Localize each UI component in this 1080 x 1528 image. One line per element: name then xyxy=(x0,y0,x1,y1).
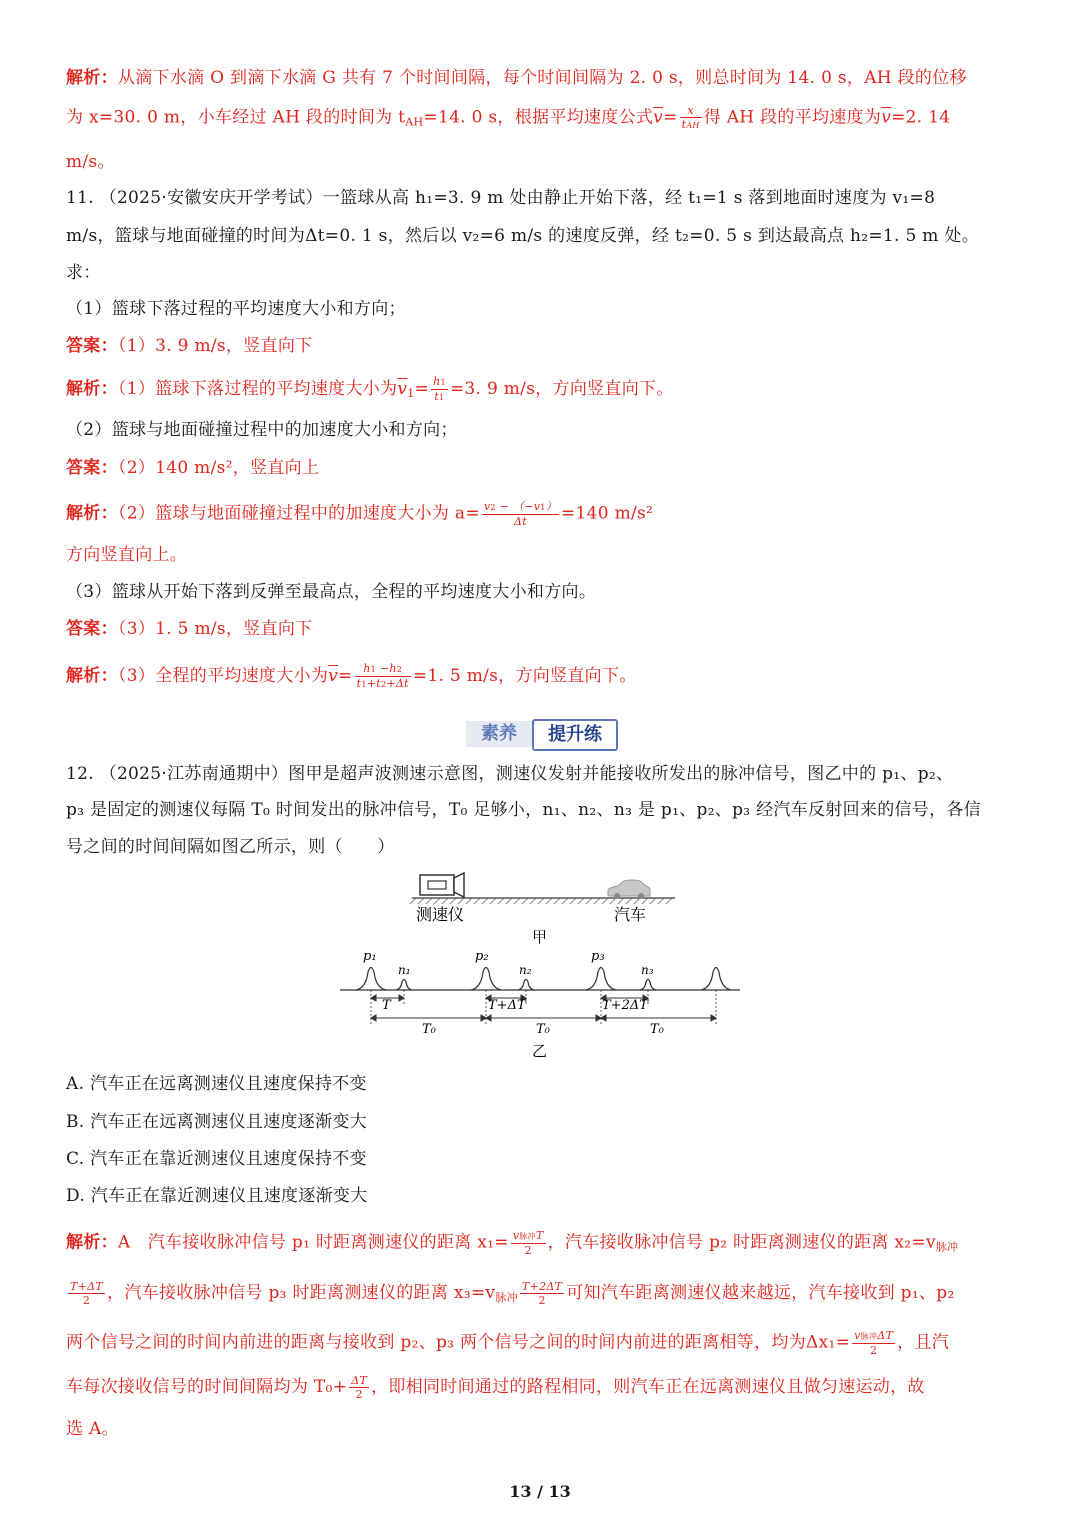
label-T-dT: T+ΔT xyxy=(488,998,526,1013)
speed-gun-icon xyxy=(420,873,464,897)
option-a: A. 汽车正在远离测速仪且速度保持不变 xyxy=(66,1074,367,1094)
q11-solution-2: 解析：（2）篮球与地面碰撞过程中的加速度大小为 a= $\frac{v2 - (-v1)}{\Delta t}$ =140 m/s² xyxy=(66,500,654,528)
label-car: 汽车 xyxy=(614,905,647,924)
page-number: 13 / 13 xyxy=(509,1482,571,1501)
q12-solution-line-1: 解析：A 汽车接收脉冲信号 p₁ 时距离测速仪的距离 x₁= $\frac{\text{v脉冲T}}{2}$ ，汽车接收脉冲信号 p₂ 时距离测速仪的距离 $x_2=v_{脉冲}$ xyxy=(66,1229,959,1257)
label-n3: n₃ xyxy=(641,963,654,977)
analysis-10-line-3: m/s。 xyxy=(66,152,115,172)
formula-h1-over-t1: $\frac{h1}{t1}$ xyxy=(433,375,446,403)
label-n1: n₁ xyxy=(398,963,411,977)
car-icon xyxy=(608,880,650,899)
label-p2: p₂ xyxy=(475,949,489,964)
formula-T-2dT-over-2: $\frac{T+2\Delta T}{2}$ xyxy=(521,1280,563,1307)
label-p1: p₁ xyxy=(363,949,377,964)
formula-T-dT-over-2: $\frac{T+\Delta T}{2}$ xyxy=(70,1280,104,1307)
label-T-2dT: T+2ΔT xyxy=(602,998,648,1013)
label-n2: n₂ xyxy=(519,963,532,977)
q11-solution-3: 解析：（3）全程的平均速度大小为$\overline{v}=$ $\frac{h1 -h2}{t1+t2+\Delta t}$ =1. 5 m/s，方向竖直向下。 xyxy=(66,662,637,690)
q12-solution-line-4: 车每次接收信号的时间间隔均为 T₀+ $\frac{\Delta T}{2}$ ，即相同时间通过的路程相同，则汽车正在远离测速仪且做匀速运动，故 xyxy=(66,1374,925,1401)
label-T0-2: T₀ xyxy=(536,1022,550,1037)
q12-line-2: p₃ 是固定的测速仪每隔 T₀ 时间发出的脉冲信号，T₀ 足够小，n₁、n₂、n₃ 是 p₁、p₂、p₃ 经汽车反射回来的信号，各信 xyxy=(66,800,982,820)
q11-solution-1: 解析：（1）篮球下落过程的平均速度大小为$\overline{v}_1=$ $\frac{h1}{t1}$ =3. 9 m/s，方向竖直向下。 xyxy=(66,375,674,403)
q12-solution-line-3: 两个信号之间的时间内前进的距离与接收到 p₂、p₃ 两个信号之间的时间内前进的距离相等，均为Δx₁= $\frac{\text{v脉冲ΔT}}{2}$ ，且汽 xyxy=(66,1329,950,1357)
ultrasonic-figure xyxy=(330,868,750,1064)
label-T: T xyxy=(382,998,391,1013)
option-c: C. 汽车正在靠近测速仪且速度保持不变 xyxy=(66,1149,367,1169)
pulse-waves xyxy=(356,968,731,991)
caption-jia: 甲 xyxy=(532,928,548,946)
formula-total-average: $\frac{h1 -h2}{t1+t2+\Delta t}$ xyxy=(356,662,409,690)
formula-x-over-tAH: $\frac{x}{\text{tAH}}$ xyxy=(681,104,700,131)
q11-part-1: （1）篮球下落过程的平均速度大小和方向； xyxy=(66,299,406,319)
q12-line-3: 号之间的时间间隔如图乙所示，则（ ） xyxy=(66,837,395,857)
q12-solution-line-5: 选 A。 xyxy=(66,1419,119,1439)
label-T0-3: T₀ xyxy=(650,1022,664,1037)
q11-part-2: （2）篮球与地面碰撞过程中的加速度大小和方向； xyxy=(66,420,458,440)
caption-yi: 乙 xyxy=(532,1042,548,1060)
formula-dx1: $\frac{\text{v脉冲ΔT}}{2}$ xyxy=(854,1329,894,1357)
q11-answer-3: 答案：（3）1. 5 m/s，竖直向下 xyxy=(66,619,313,639)
q11-answer-2: 答案：（2）140 m/s²，竖直向上 xyxy=(66,458,320,478)
q11-line-1: 11. （2025·安徽安庆开学考试）一篮球从高 h₁=3. 9 m 处由静止开始下落，经 t₁=1 s 落到地面时速度为 v₁=8 xyxy=(66,188,936,208)
q11-line-3: 求： xyxy=(66,263,101,283)
analysis-10-line-2: 为 x=30. 0 m，小车经过 AH 段的时间为 $t_{AH}=14$. 0 s，根据平均速度公式$\overline{v}=$ $\frac{x}{\text{tAH}}$ 得 AH 段的平均速度为$\overline{v}=2$. 14 xyxy=(66,104,951,131)
label-T0-1: T₀ xyxy=(422,1022,436,1037)
q12-line-1: 12. （2025·江苏南通期中）图甲是超声波测速示意图，测速仪发射并能接收所发出的脉冲信号，图乙中的 p₁、p₂、 xyxy=(66,764,954,784)
analysis-10-line-1: 解析：从滴下水滴 O 到滴下水滴 G 共有 7 个时间间隔，每个时间间隔为 2. 0 s，则总时间为 14. 0 s，AH 段的位移 xyxy=(66,68,967,88)
q12-solution-line-2: $\frac{T+\Delta T}{2}$ ，汽车接收脉冲信号 p₃ 时距离测速仪的距离 $x_3=v_{脉冲}$ $\frac{T+2\Delta T}{2}$ 可知汽车距离测速仪越来越远，汽车接收到 p₁、p₂ xyxy=(70,1280,955,1307)
banner-left: 素养 xyxy=(466,721,532,747)
option-b: B. 汽车正在远离测速仪且速度逐渐变大 xyxy=(66,1112,367,1132)
banner-right: 提升练 xyxy=(532,719,618,751)
q11-line-2: m/s，篮球与地面碰撞的时间为Δt=0. 1 s，然后以 v₂=6 m/s 的速度反弹，经 t₂=0. 5 s 到达最高点 h₂=1. 5 m 处。 xyxy=(66,226,979,246)
q11-answer-1: 答案：（1）3. 9 m/s，竖直向下 xyxy=(66,336,313,356)
q11-part-3: （3）篮球从开始下落到反弹至最高点，全程的平均速度大小和方向。 xyxy=(66,582,597,602)
formula-x1: $\frac{\text{v脉冲T}}{2}$ xyxy=(512,1229,544,1257)
formula-dT-over-2: $\frac{\Delta T}{2}$ xyxy=(351,1374,368,1401)
option-d: D. 汽车正在靠近测速仪且速度逐渐变大 xyxy=(66,1186,368,1206)
section-banner xyxy=(466,719,616,749)
label-device: 测速仪 xyxy=(416,905,465,924)
formula-acceleration: $\frac{v2 - (-v1)}{\Delta t}$ xyxy=(483,500,557,528)
label-p3: p₃ xyxy=(591,949,605,964)
q11-solution-2-cont: 方向竖直向上。 xyxy=(66,545,188,565)
